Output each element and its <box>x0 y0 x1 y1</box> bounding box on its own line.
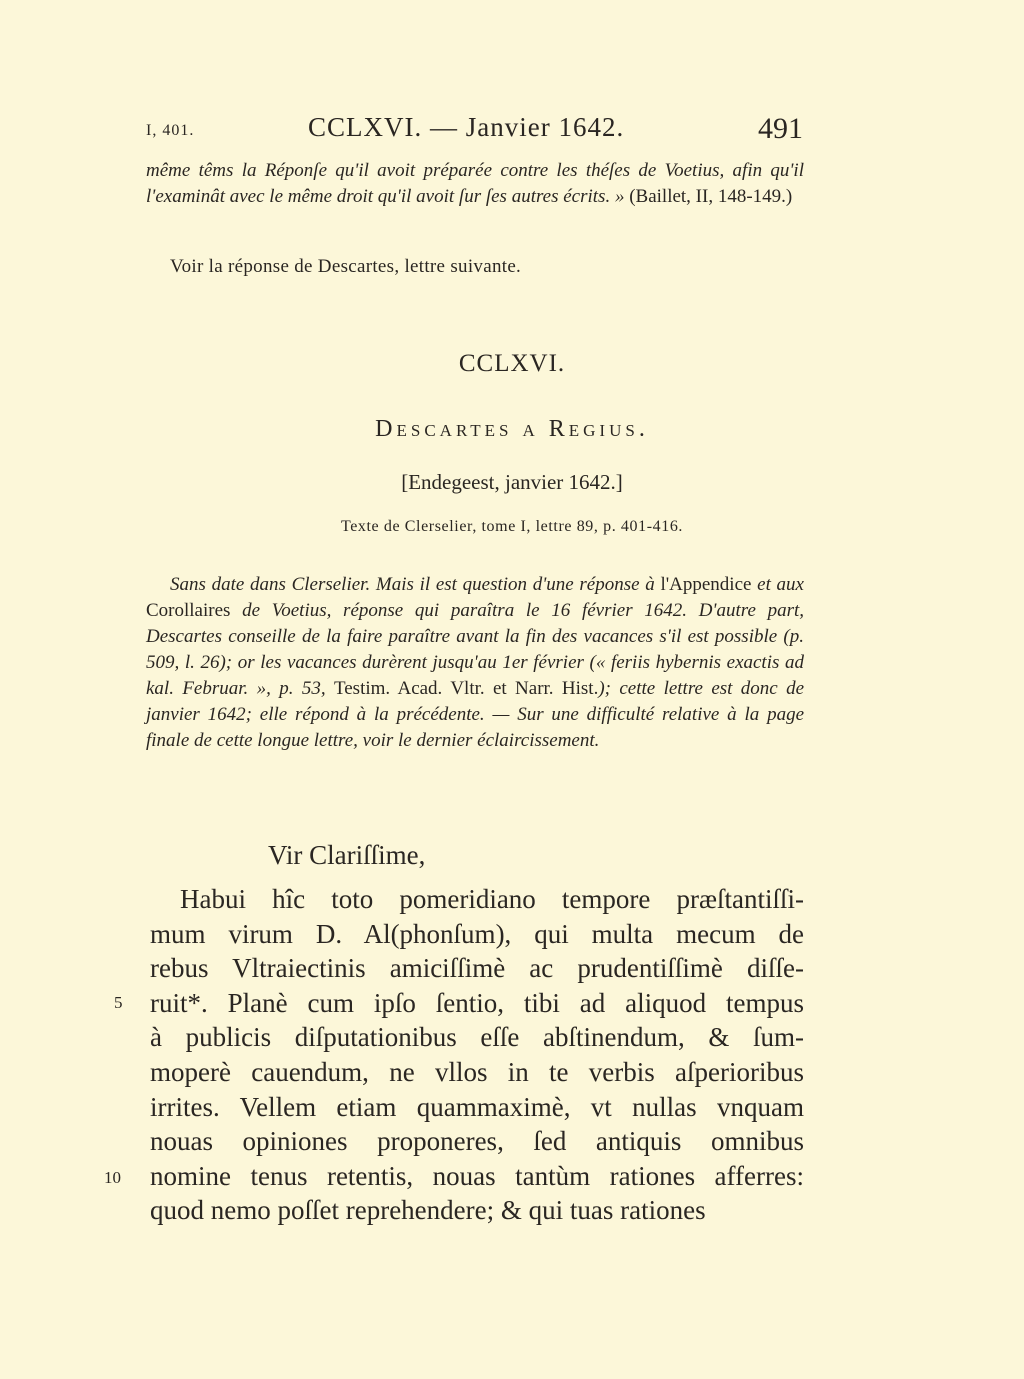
body-line: ruit*. Planè cum ipſo ſentio, tibi ad aliquod tempus <box>150 987 804 1018</box>
note-roman-2: Corollaires <box>146 600 231 621</box>
letter-salutation: Vir Clariſſime, <box>268 840 426 870</box>
note-text-2: et aux <box>751 574 804 595</box>
running-header-reference: I, 401. <box>146 122 195 139</box>
body-line: quod nemo poſſet reprehendere; & qui tuas rationes <box>150 1195 706 1226</box>
intro-paragraph <box>146 158 804 210</box>
intro-citation: (Baillet, II, 148-149.) <box>624 186 793 207</box>
note-text-3: de Voetius, réponse qui paraîtra le 16 février 1642. D'autre part, Descartes conseille de la faire paraître avant la fin des vacances s'il est possible (p. 509, l. 26); or les vacances durèrent jusqu'au 1er février (« feriis hybernis exactis ad kal. Februar. », p. 53, <box>146 600 804 699</box>
note-roman-3: Testim. Acad. Vltr. et Narr. Hist. <box>333 678 599 699</box>
body-line: à publicis diſputationibus eſſe abſtinendum, & ſum- <box>150 1022 804 1053</box>
note-roman-1: l'Appendice <box>660 574 752 595</box>
line-number-10: 10 <box>104 1168 121 1187</box>
line-number-5: 5 <box>114 993 123 1012</box>
running-header-title: CCLXVI. — Janvier 1642. <box>308 112 625 142</box>
body-line: nouas opiniones proponeres, ſed antiquis omnibus <box>150 1126 804 1157</box>
letter-body <box>150 882 804 1228</box>
note-text-1: Sans date dans Clerselier. Mais il est question d'une réponse à <box>170 574 661 595</box>
see-also-line: Voir la réponse de Descartes, lettre suivante. <box>170 256 522 277</box>
editorial-note <box>146 572 804 754</box>
body-line: irrites. Vellem etiam quammaximè, vt nullas vnquam <box>150 1091 804 1122</box>
body-line: nomine tenus retentis, nouas tantùm rationes afferres: <box>150 1160 804 1191</box>
body-line: Habui hîc toto pomeridiano tempore præſtantiſſi- <box>180 884 804 914</box>
letter-title: Descartes a Regius. <box>375 416 649 442</box>
letter-place-date: [Endegeest, janvier 1642.] <box>401 470 623 494</box>
body-line: rebus Vltraiectinis amiciſſimè ac prudentiſſimè diſſe- <box>150 953 804 984</box>
body-line: mum virum D. Al(phonſum), qui multa mecum de <box>150 918 804 949</box>
letter-source: Texte de Clerselier, tome I, lettre 89, p. 401-416. <box>340 518 684 535</box>
letter-number: CCLXVI. <box>458 350 566 377</box>
note-text-4: ); cette lettre est donc de janvier 1642; elle répond à la précédente. — Sur une difficulté relative à la page finale de cette longue lettre, voir le dernier éclaircissement. <box>146 678 805 751</box>
body-line: moperè cauendum, ne vllos in te verbis aſperioribus <box>150 1056 804 1087</box>
page-number: 491 <box>758 112 803 145</box>
intro-quote: même têms la Réponſe qu'il avoit préparée contre les théſes de Voetius, afin qu'il l'examinât avec le même droit qu'il avoit ſur ſes autres écrits. » <box>146 160 804 207</box>
